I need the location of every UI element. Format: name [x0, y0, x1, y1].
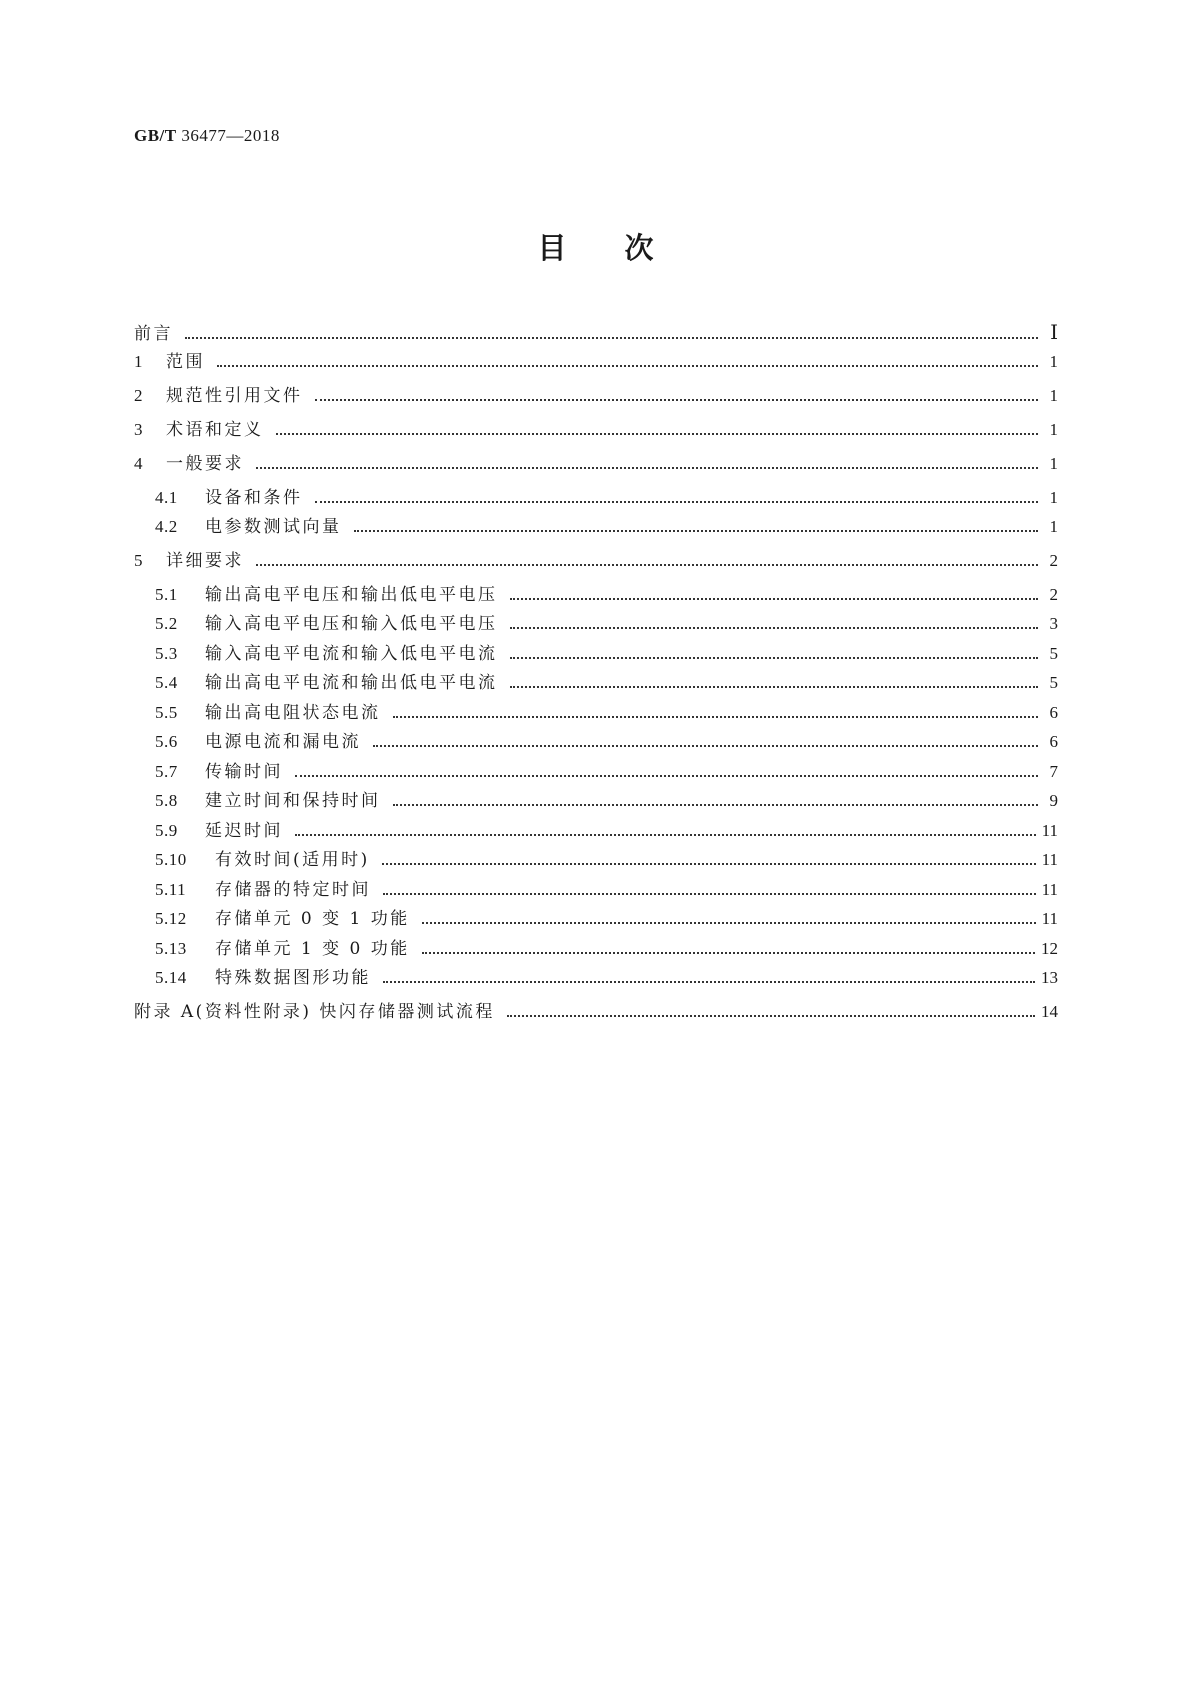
toc-entry[interactable] — [155, 487, 1058, 509]
toc-entry[interactable] — [155, 516, 1058, 538]
toc-entry[interactable] — [155, 908, 1058, 930]
toc-entry-label: 前言 — [134, 324, 173, 344]
toc-entry-label: 建立时间和保持时间 — [205, 791, 381, 811]
toc-entry-page: 5 — [1049, 673, 1058, 692]
toc-entry-label: 延迟时间 — [205, 821, 283, 841]
toc-entry[interactable] — [155, 643, 1058, 665]
dot-leader — [422, 952, 1035, 954]
toc-entry[interactable] — [155, 731, 1058, 753]
toc-entry-number: 5.3 — [155, 644, 178, 663]
toc-entry-page: 11 — [1041, 850, 1058, 869]
toc-entry-number: 5.1 — [155, 585, 178, 604]
toc-entry-page: 1 — [1049, 386, 1058, 405]
toc-entry-page: Ⅰ — [1050, 322, 1058, 344]
toc-entry-page: 1 — [1049, 420, 1058, 439]
toc-entry-number: 5.14 — [155, 968, 187, 987]
toc-entry-page: 1 — [1049, 488, 1058, 507]
dot-leader — [315, 501, 1039, 503]
toc-entry-page: 6 — [1049, 732, 1058, 751]
toc-entry-page: 2 — [1049, 585, 1058, 604]
toc-entry-number: 5.11 — [155, 880, 187, 899]
toc-entry-page: 2 — [1049, 551, 1058, 570]
standard-code — [134, 126, 280, 146]
dot-leader — [510, 657, 1039, 659]
dot-leader — [510, 598, 1039, 600]
dot-leader — [510, 627, 1039, 629]
toc-entry[interactable] — [155, 967, 1058, 989]
toc-entry-appendix-a[interactable] — [134, 1001, 1058, 1023]
dot-leader — [295, 775, 1038, 777]
toc-entry-label: 输出高电平电流和输出低电平电流 — [205, 673, 498, 693]
toc-entry-number: 5.2 — [155, 614, 178, 633]
toc-entry-label: 存储单元 1 变 0 功能 — [215, 939, 410, 959]
toc-entry-number: 4.1 — [155, 488, 178, 507]
toc-entry-label: 输出高电阻状态电流 — [205, 703, 381, 723]
toc-entry-number: 5.12 — [155, 909, 187, 928]
toc-entry-label: 电参数测试向量 — [205, 517, 342, 537]
toc-entry-page: 11 — [1041, 821, 1058, 840]
toc-entry-page: 13 — [1041, 968, 1058, 987]
dot-leader — [422, 922, 1036, 924]
toc-entry-page: 14 — [1041, 1002, 1058, 1021]
dot-leader — [217, 365, 1038, 367]
toc-entry-page: 11 — [1041, 909, 1058, 928]
dot-leader — [276, 433, 1039, 435]
dot-leader — [256, 467, 1038, 469]
toc-entry[interactable] — [155, 938, 1058, 960]
toc-entry-number: 5.6 — [155, 732, 178, 751]
toc-entry-label: 传输时间 — [205, 762, 283, 782]
toc-entry[interactable] — [155, 613, 1058, 635]
toc-entry[interactable] — [134, 351, 1058, 373]
toc-entry-page: 1 — [1049, 352, 1058, 371]
toc-entry-label: 电源电流和漏电流 — [205, 732, 361, 752]
toc-entry-label: 术语和定义 — [166, 420, 264, 440]
dot-leader — [315, 399, 1039, 401]
toc-entry[interactable] — [155, 879, 1058, 901]
toc-entry-number: 2 — [134, 386, 143, 405]
toc-entry-number: 5.8 — [155, 791, 178, 810]
toc-entry-label: 输入高电平电流和输入低电平电流 — [205, 644, 498, 664]
toc-entry-number: 5.10 — [155, 850, 187, 869]
dot-leader — [507, 1015, 1035, 1017]
toc-entry-label: 附录 A(资料性附录) 快闪存储器测试流程 — [134, 1002, 495, 1022]
toc-entry-page: 3 — [1049, 614, 1058, 633]
toc-entry[interactable] — [134, 550, 1058, 572]
toc-entry-number: 5.5 — [155, 703, 178, 722]
toc-entry[interactable] — [155, 672, 1058, 694]
toc-entry-number: 5.9 — [155, 821, 178, 840]
toc-entry[interactable] — [155, 849, 1058, 871]
toc-entry-page: 12 — [1041, 939, 1058, 958]
dot-leader — [295, 834, 1036, 836]
dot-leader — [382, 863, 1036, 865]
standard-number: 36477—2018 — [181, 126, 280, 145]
standard-prefix: GB/T — [134, 126, 177, 145]
toc-entry[interactable] — [134, 419, 1058, 441]
toc-entry-label: 一般要求 — [166, 454, 244, 474]
toc-entry-number: 3 — [134, 420, 143, 439]
toc-entry-label: 详细要求 — [166, 551, 244, 571]
dot-leader — [393, 716, 1039, 718]
toc-entry-label: 有效时间(适用时) — [215, 850, 370, 870]
dot-leader — [354, 530, 1039, 532]
dot-leader — [510, 686, 1039, 688]
toc-entry-number: 5.13 — [155, 939, 187, 958]
toc-entry-label: 规范性引用文件 — [166, 386, 303, 406]
toc-entry-number: 5 — [134, 551, 143, 570]
toc-entry-number: 1 — [134, 352, 143, 371]
toc-entry-label: 范围 — [166, 352, 205, 372]
toc-entry-page: 1 — [1049, 517, 1058, 536]
toc-entry-page: 1 — [1049, 454, 1058, 473]
toc-entry[interactable] — [134, 453, 1058, 475]
toc-entry-page: 6 — [1049, 703, 1058, 722]
page-title: 目次 — [537, 231, 712, 265]
toc-entry-label: 存储单元 0 变 1 功能 — [215, 909, 410, 929]
toc-entry-number: 5.7 — [155, 762, 178, 781]
dot-leader — [393, 804, 1039, 806]
toc-entry-number: 4 — [134, 454, 143, 473]
dot-leader — [383, 893, 1036, 895]
dot-leader — [185, 337, 1038, 339]
dot-leader — [383, 981, 1035, 983]
toc-entry-label: 输入高电平电压和输入低电平电压 — [205, 614, 498, 634]
toc-entry-label: 特殊数据图形功能 — [215, 968, 371, 988]
toc-entry-label: 设备和条件 — [205, 488, 303, 508]
toc-entry-label: 存储器的特定时间 — [215, 880, 371, 900]
toc-entry-page: 11 — [1041, 880, 1058, 899]
toc-entry-label: 输出高电平电压和输出低电平电压 — [205, 585, 498, 605]
toc-entry[interactable] — [155, 702, 1058, 724]
dot-leader — [256, 564, 1038, 566]
toc-entry-page: 5 — [1049, 644, 1058, 663]
toc-entry[interactable] — [155, 820, 1058, 842]
toc-entry-page: 9 — [1049, 791, 1058, 810]
toc-entry-number: 5.4 — [155, 673, 178, 692]
toc-entry[interactable] — [155, 761, 1058, 783]
toc-entry-page: 7 — [1049, 762, 1058, 781]
toc-entry[interactable] — [155, 790, 1058, 812]
dot-leader — [373, 745, 1038, 747]
toc-entry[interactable] — [155, 584, 1058, 606]
toc-entry-number: 4.2 — [155, 517, 178, 536]
toc-entry-foreword[interactable] — [134, 322, 1058, 345]
toc-entry[interactable] — [134, 385, 1058, 407]
